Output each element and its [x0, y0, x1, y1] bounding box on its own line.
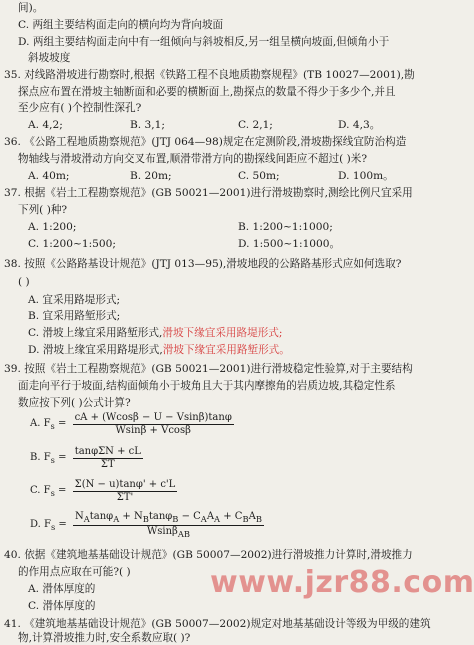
option-a: A. 4,2; — [28, 119, 63, 131]
formula-a-denominator: Wsinβ + Vcosβ — [115, 425, 191, 436]
option-c: C. 1:200~1:500; — [28, 238, 116, 250]
question-39: 39. 按照《岩土工程勘察规范》(GB 50021—2001)进行滑坡稳定性验算,对于主要结构 — [4, 363, 413, 375]
formula-c-label: C. $F_s$ = — [30, 484, 67, 498]
question-39-line3: 数应按下列( )公式计算? — [18, 397, 131, 409]
question-35-line3: 至少应有( )个控制性深孔? — [18, 102, 142, 114]
option-d-text: D. 滑坡上缘宜采用路堤形式, — [28, 344, 163, 356]
formula-a-label: A. $F_s$ = — [30, 417, 67, 431]
formula-d-numerator: $N_A\tan\varphi_A + N_B\tan\varphi_B - C_AA_A + C_BA_B$ — [75, 511, 262, 524]
formula-b — [30, 446, 143, 471]
option-d: D. 4,3。 — [338, 119, 381, 131]
option-b: B. 宜采用路堑形式; — [28, 310, 121, 322]
option-b: B. 3,1; — [130, 119, 165, 131]
formula-b-numerator: tanφΣN + cL — [74, 446, 141, 457]
question-37-line2: 下列( )种? — [18, 204, 68, 216]
option-a: A. 滑体厚度的 — [28, 583, 96, 595]
question-38-line2: ( ) — [18, 276, 30, 288]
option-a: A. 1:200; — [28, 221, 77, 233]
option-d — [28, 344, 290, 357]
option-a: A. 宜采用路堤形式; — [28, 294, 121, 306]
formula-d — [30, 511, 264, 540]
question-36-line2: 物轴线与滑坡滑动方向交叉布置,顺滑带滑方向的勘探线间距应不超过( )米? — [18, 153, 368, 165]
formula-b-label: B. $F_s$ = — [30, 451, 67, 465]
option-a: A. 40m; — [28, 170, 70, 182]
question-35: 35. 对线路滑坡进行勘察时,根据《铁路工程不良地质勘察规程》(TB 10027—2001),勘 — [4, 69, 415, 81]
formula-d-denominator: Wsinβ$_{AB}$ — [146, 526, 190, 539]
site-watermark: www.jzr88.com — [210, 565, 474, 600]
formula-c-numerator: Σ(N − u)tanφ' + c'L — [74, 479, 176, 490]
option-c-text: C. 滑坡上缘宜采用路堑形式, — [28, 327, 163, 339]
formula-c — [30, 479, 177, 504]
option-c: C. 2,1; — [238, 119, 273, 131]
option-c — [28, 327, 282, 340]
option-c: C. 50m; — [238, 170, 280, 182]
question-36: 36. 《公路工程地质勘察规范》(JTJ 064—98)规定在定测阶段,滑坡勘探线宜防治构造 — [4, 136, 407, 148]
option-c-highlight: 滑坡下缘宜采用路堤形式; — [162, 327, 283, 339]
question-41: 41. 《建筑地基基础设计规范》(GB 50007—2002)规定对地基基础设计等级为甲级的建筑 — [4, 618, 431, 630]
option-c: C. 滑体厚度的 — [28, 600, 96, 612]
formula-c-fraction — [73, 479, 178, 504]
option-d: D. 1:500~1:1000。 — [238, 238, 341, 250]
question-40-line2: 的作用点应取在可能?( ) — [18, 566, 131, 578]
formula-a-fraction — [73, 412, 234, 437]
formula-b-fraction — [73, 446, 143, 471]
formula-b-denominator: ΣT — [100, 459, 115, 470]
question-38: 38. 按照《公路路基设计规范》(JTJ 013—95),滑坡地段的公路路基形式应如何选取? — [4, 258, 402, 270]
formula-d-fraction — [73, 511, 264, 540]
option-d: D. 100m。 — [338, 170, 394, 182]
question-39-line2: 面走向平行于坡面,结构面倾角小于坡角且大于其内摩擦角的岩质边坡,其稳定性系 — [18, 380, 396, 392]
formula-d-label: D. $F_s$ = — [30, 518, 67, 532]
question-40: 40. 依据《建筑地基基础设计规范》(GB 50007—2002)进行滑坡推力计算时,滑坡推力 — [4, 549, 413, 561]
question-41-line2: 物,计算滑坡推力时,安全系数应取( )? — [18, 632, 191, 644]
formula-c-denominator: ΣT' — [116, 492, 134, 503]
option-d: D. 两组主要结构面走向中有一组倾向与斜坡相反,另一组呈横向坡面,但倾角小于 — [18, 36, 390, 48]
text-line: 间)。 — [18, 2, 44, 14]
formula-a — [30, 412, 234, 437]
option-c: C. 两组主要结构面走向的横向均为背向坡面 — [18, 19, 224, 31]
text-line: 斜坡坡度 — [28, 52, 71, 64]
option-b: B. 1:200~1:1000; — [238, 221, 333, 233]
question-37: 37. 根据《岩土工程勘察规范》(GB 50021—2001)进行滑坡勘察时,测绘比例尺宜采用 — [4, 187, 413, 199]
formula-a-numerator: cA + (Wcosβ − U − Vsinβ)tanφ — [74, 412, 232, 423]
option-b: B. 20m; — [130, 170, 172, 182]
option-d-highlight: 滑坡下缘宜采用路堑形式。 — [162, 344, 290, 356]
question-35-line2: 探点应布置在滑坡主轴断面和必要的横断面上,勘探点的数量不得少于多少个,并且 — [18, 86, 396, 98]
